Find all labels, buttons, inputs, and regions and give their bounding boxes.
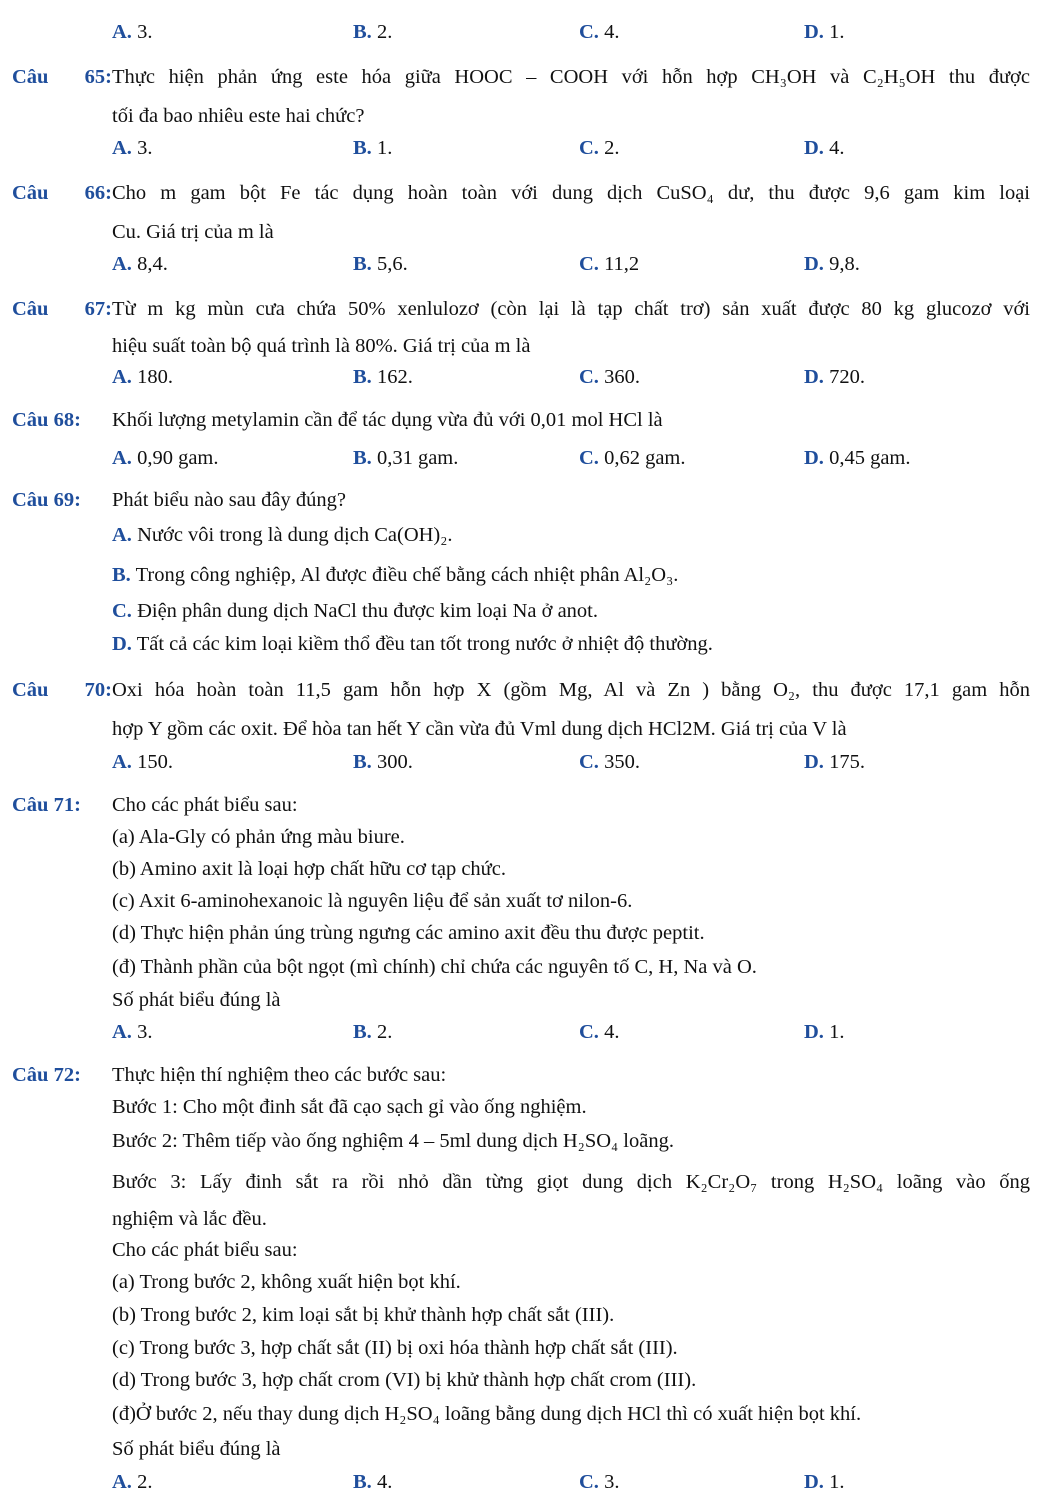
question-72-statement-a: (a) Trong bước 2, không xuất hiện bọt khí. bbox=[112, 1271, 461, 1293]
question-label: Câu 67: bbox=[12, 298, 112, 320]
option-b[interactable]: B. 162. bbox=[353, 366, 413, 388]
question-label: Câu 65: bbox=[12, 66, 112, 88]
option-a[interactable]: A. 150. bbox=[112, 751, 173, 773]
option-d[interactable]: D. 0,45 gam. bbox=[804, 447, 911, 469]
question-68-line-1: Câu 68: Khối lượng metylamin cần để tác dụng vừa đủ với 0,01 mol HCl là bbox=[12, 409, 663, 431]
options-row-q65 bbox=[112, 136, 1030, 162]
question-72-prompt: Số phát biểu đúng là bbox=[112, 1438, 281, 1460]
statement-d[interactable]: D. Tất cả các kim loại kiềm thổ đều tan tốt trong nước ở nhiệt độ thường. bbox=[112, 633, 713, 655]
option-d[interactable]: D. 720. bbox=[804, 366, 865, 388]
question-65-line-2: tối đa bao nhiêu este hai chức? bbox=[112, 105, 365, 127]
question-72-step-3-cont: nghiệm và lắc đều. bbox=[112, 1208, 267, 1230]
option-c[interactable]: C. 3. bbox=[579, 1471, 620, 1493]
option-c[interactable]: C. 360. bbox=[579, 366, 640, 388]
question-label: Câu 71: bbox=[12, 794, 81, 816]
option-a[interactable]: A. 3. bbox=[112, 1021, 153, 1043]
options-row-q66 bbox=[112, 252, 1030, 278]
option-b[interactable]: B. 5,6. bbox=[353, 253, 408, 275]
option-b[interactable]: B. 4. bbox=[353, 1471, 393, 1493]
question-71-prompt: Số phát biểu đúng là bbox=[112, 989, 281, 1011]
option-b[interactable]: B. 2. bbox=[353, 1021, 393, 1043]
question-label: Câu 70: bbox=[12, 679, 112, 701]
option-b[interactable]: B. 0,31 gam. bbox=[353, 447, 459, 469]
question-71-statement-a: (a) Ala-Gly có phản ứng màu biure. bbox=[112, 826, 405, 848]
option-b[interactable]: B. 1. bbox=[353, 137, 393, 159]
question-71-line-1: Câu 71: Cho các phát biểu sau: bbox=[12, 794, 298, 816]
question-71-statement-dd: (đ) Thành phần của bột ngọt (mì chính) chỉ chứa các nguyên tố C, H, Na và O. bbox=[112, 956, 757, 978]
option-d[interactable]: D. 4. bbox=[804, 137, 845, 159]
option-d[interactable]: D. 1. bbox=[804, 21, 845, 43]
option-d[interactable]: D. 175. bbox=[804, 751, 865, 773]
options-row-q67 bbox=[112, 365, 1030, 391]
options-row-q72 bbox=[112, 1470, 1030, 1496]
option-d[interactable]: D. 1. bbox=[804, 1471, 845, 1493]
option-a[interactable]: A. 8,4. bbox=[112, 253, 168, 275]
options-row-q64 bbox=[112, 20, 1030, 46]
option-c[interactable]: C. 350. bbox=[579, 751, 640, 773]
option-c[interactable]: C. 2. bbox=[579, 137, 620, 159]
question-label: Câu 68: bbox=[12, 409, 81, 431]
question-69-line-1: Câu 69: Phát biểu nào sau đây đúng? bbox=[12, 489, 346, 511]
option-c[interactable]: C. 11,2 bbox=[579, 253, 640, 275]
question-72-statement-b: (b) Trong bước 2, kim loại sắt bị khử thành hợp chất sắt (III). bbox=[112, 1304, 615, 1326]
question-67-line-1: Câu 67:Từ m kg mùn cưa chứa 50% xenlulozơ (còn lại là tạp chất trơ) sản xuất được 80 kg glucozơ với bbox=[12, 298, 1030, 320]
question-72-intro: Cho các phát biểu sau: bbox=[112, 1239, 298, 1261]
question-72-line-1: Câu 72: Thực hiện thí nghiệm theo các bước sau: bbox=[12, 1064, 447, 1086]
question-67-line-2: hiệu suất toàn bộ quá trình là 80%. Giá trị của m là bbox=[112, 335, 531, 357]
option-a[interactable]: A. 3. bbox=[112, 137, 153, 159]
option-b[interactable]: B. 2. bbox=[353, 21, 393, 43]
question-72-statement-dd: (đ)Ở bước 2, nếu thay dung dịch H₂SO₄ loãng bằng dung dịch HCl thì có xuất hiện bọt khí. bbox=[112, 1403, 862, 1425]
options-row-q68 bbox=[112, 446, 1030, 472]
statement-b[interactable]: B. Trong công nghiệp, Al được điều chế bằng cách nhiệt phân Al₂O₃. bbox=[112, 564, 679, 586]
statement-c[interactable]: C. Điện phân dung dịch NaCl thu được kim loại Na ở anot. bbox=[112, 600, 598, 622]
question-72-statement-d: (d) Trong bước 3, hợp chất crom (VI) bị khử thành hợp chất crom (III). bbox=[112, 1369, 697, 1391]
question-72-statement-c: (c) Trong bước 3, hợp chất sắt (II) bị oxi hóa thành hợp chất sắt (III). bbox=[112, 1337, 678, 1359]
option-a[interactable]: A. 2. bbox=[112, 1471, 153, 1493]
option-a[interactable]: A. 3. bbox=[112, 21, 153, 43]
question-66-line-1: Câu 66:Cho m gam bột Fe tác dụng hoàn toàn với dung dịch CuSO₄ dư, thu được 9,6 gam kim loại bbox=[12, 182, 1030, 204]
question-72-step-1: Bước 1: Cho một đinh sắt đã cạo sạch gỉ vào ống nghiệm. bbox=[112, 1096, 587, 1118]
option-b[interactable]: B. 300. bbox=[353, 751, 413, 773]
option-a[interactable]: A. 0,90 gam. bbox=[112, 447, 219, 469]
statement-a[interactable]: A. Nước vôi trong là dung dịch Ca(OH)₂. bbox=[112, 524, 453, 546]
option-d[interactable]: D. 1. bbox=[804, 1021, 845, 1043]
options-row-q70 bbox=[112, 750, 1030, 776]
question-label: Câu 66: bbox=[12, 182, 112, 204]
question-label: Câu 69: bbox=[12, 489, 81, 511]
option-c[interactable]: C. 4. bbox=[579, 1021, 620, 1043]
question-label: Câu 72: bbox=[12, 1064, 81, 1086]
option-d[interactable]: D. 9,8. bbox=[804, 253, 860, 275]
option-c[interactable]: C. 0,62 gam. bbox=[579, 447, 686, 469]
options-row-q71 bbox=[112, 1020, 1030, 1046]
question-70-line-2: hợp Y gồm các oxit. Để hòa tan hết Y cần vừa đủ Vml dung dịch HCl2M. Giá trị của V là bbox=[112, 718, 847, 740]
question-70-line-1: Câu 70:Oxi hóa hoàn toàn 11,5 gam hỗn hợp X (gồm Mg, Al và Zn ) bằng O₂, thu được 17,1 gam hỗn bbox=[12, 679, 1030, 701]
question-71-statement-c: (c) Axit 6-aminohexanoic là nguyên liệu để sản xuất tơ nilon-6. bbox=[112, 890, 633, 912]
question-71-statement-d: (d) Thực hiện phản úng trùng ngưng các amino axit đều thu được peptit. bbox=[112, 922, 705, 944]
question-71-statement-b: (b) Amino axit là loại hợp chất hữu cơ tạp chức. bbox=[112, 858, 507, 880]
question-66-line-2: Cu. Giá trị của m là bbox=[112, 221, 274, 243]
question-72-step-2: Bước 2: Thêm tiếp vào ống nghiệm 4 – 5ml dung dịch H₂SO₄ loãng. bbox=[112, 1130, 674, 1152]
option-c[interactable]: C. 4. bbox=[579, 21, 620, 43]
question-65-line-1: Câu 65:Thực hiện phản ứng este hóa giữa HOOC – COOH với hỗn hợp CH₃OH và C₂H₅OH thu được bbox=[12, 66, 1030, 88]
option-a[interactable]: A. 180. bbox=[112, 366, 173, 388]
question-72-step-3: Bước 3: Lấy đinh sắt ra rồi nhỏ dần từng giọt dung dịch K₂Cr₂O₇ trong H₂SO₄ loãng vào ống bbox=[112, 1171, 1030, 1193]
